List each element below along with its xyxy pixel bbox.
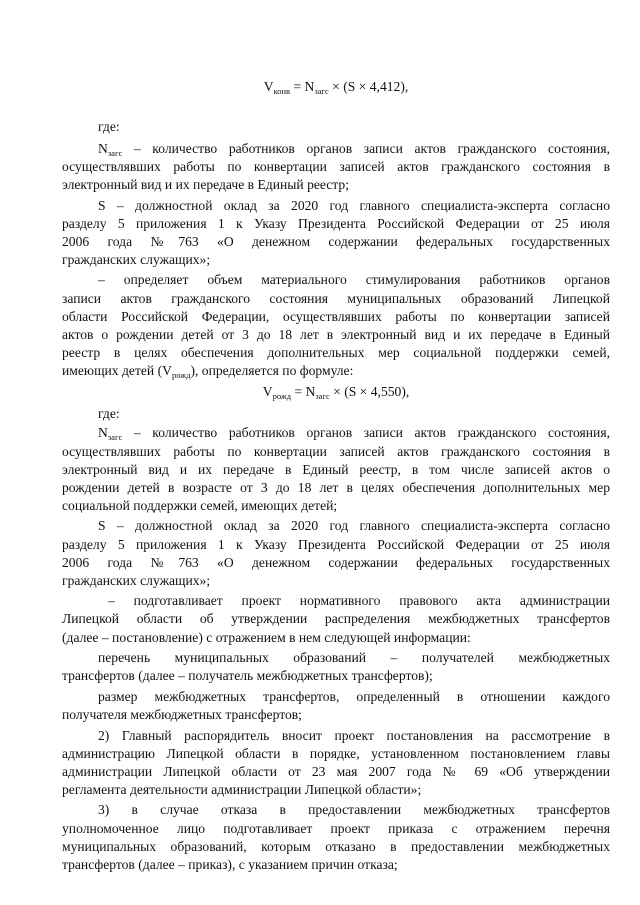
paragraph-salary-line: S – должностной оклад за 2020 год главного специалиста-эксперта согласно xyxy=(98,198,610,213)
paragraph-incentive-line: реестр в целях обеспечения дополнительных мер социальной поддержки семей, xyxy=(62,345,610,360)
paragraph-n-zags-line: осуществлявших работы по конвертации записей актов гражданского состояния в xyxy=(62,159,610,174)
paragraph-incentive-line: области Российской Федерации, осуществлявших работы по конвертации записей xyxy=(62,309,610,324)
paragraph-amount-line: получателя межбюджетных трансфертов; xyxy=(62,707,302,722)
paragraph-n-zags-2-line: электронный вид и их передаче в Единый реестр, в том числе записей актов о xyxy=(62,462,610,477)
paragraph-step-2-line: администрации Липецкой области от 23 мая 2007 года № 69 «Об утверждении xyxy=(62,764,610,779)
paragraph-incentive-line: – определяет объем материального стимулирования работников органов xyxy=(98,272,610,287)
paragraph-n-zags-line: электронный вид и их передаче в Единый реестр; xyxy=(62,177,349,192)
paragraph-list-line: перечень муниципальных образований – получателей межбюджетных xyxy=(98,650,610,665)
paragraph-draft-act-line: – подготавливает проект нормативного правового акта администрации xyxy=(108,593,610,608)
paragraph-step-3-line: трансфертов (далее – приказ), с указанием причин отказа; xyxy=(62,857,398,872)
formula-birth: $V_{рожд} = N_{загс} \times (S \times 4,550)$, xyxy=(262,384,410,401)
paragraph-n-zags-2-line: $N_{загс}$ – количество работников органов записи актов гражданского состояния, xyxy=(98,425,610,442)
paragraph-amount-line: размер межбюджетных трансфертов, определенный в отношении каждого xyxy=(98,689,610,704)
paragraph-step-2-line: регламента деятельности администрации Липецкой области»; xyxy=(62,782,422,797)
where-label: где: xyxy=(98,406,120,421)
paragraph-n-zags-line: $N_{загс}$ – количество работников органов записи актов гражданского состояния, xyxy=(98,141,610,158)
paragraph-draft-act-line: Липецкой области об утверждении распределения межбюджетных трансфертов xyxy=(62,611,610,626)
paragraph-step-3-line: уполномоченное лицо подготавливает проект приказа с отражением перечня xyxy=(62,821,610,836)
where-label: где: xyxy=(98,119,120,134)
paragraph-n-zags-2-line: осуществлявших работы по конвертации записей актов гражданского состояния в xyxy=(62,444,610,459)
paragraph-draft-act-line: (далее – постановление) с отражением в нем следующей информации: xyxy=(62,630,471,645)
paragraph-salary-line: гражданских служащих»; xyxy=(62,252,211,267)
paragraph-salary-2-line: гражданских служащих»; xyxy=(62,573,211,588)
paragraph-salary-2-line: S – должностной оклад за 2020 год главного специалиста-эксперта согласно xyxy=(98,518,610,533)
formula-conversion: $V_{конв} = N_{загс} \times (S \times 4,412)$, xyxy=(263,79,409,96)
paragraph-n-zags-2-line: рождении детей в возрасте от 3 до 18 лет в целях обеспечения дополнительных мер xyxy=(62,480,610,495)
paragraph-incentive-line: актов о рождении детей от 3 до 18 лет в электронный вид и их передаче в Единый xyxy=(62,327,610,342)
paragraph-n-zags-2-line: социальной поддержки семей, имеющих детей; xyxy=(62,498,338,513)
paragraph-salary-2-line: разделу 5 приложения 1 к Указу Президента Российской Федерации от 25 июля xyxy=(62,537,610,552)
paragraph-salary-2-line: 2006 года №763 «О денежном содержании федеральных государственных xyxy=(62,555,610,570)
paragraph-step-2-line: администрацию Липецкой области в порядке, установленном постановлением главы xyxy=(62,746,610,761)
paragraph-step-3-line: 3) в случае отказа в предоставлении межбюджетных трансфертов xyxy=(98,802,610,817)
paragraph-incentive-line: записи актов гражданского состояния муниципальных образований Липецкой xyxy=(62,291,610,306)
paragraph-list-line: трансфертов (далее – получатель межбюджетных трансфертов); xyxy=(62,668,433,683)
paragraph-incentive-line: имеющих детей $(V_{рожд})$, определяется по формуле: xyxy=(62,363,354,380)
paragraph-salary-line: 2006 года №763 «О денежном содержании федеральных государственных xyxy=(62,234,610,249)
paragraph-salary-line: разделу 5 приложения 1 к Указу Президента Российской Федерации от 25 июля xyxy=(62,216,610,231)
paragraph-step-2-line: 2) Главный распорядитель вносит проект постановления на рассмотрение в xyxy=(98,728,610,743)
paragraph-step-3-line: муниципальных образований, которым отказано в предоставлении межбюджетных xyxy=(62,839,610,854)
